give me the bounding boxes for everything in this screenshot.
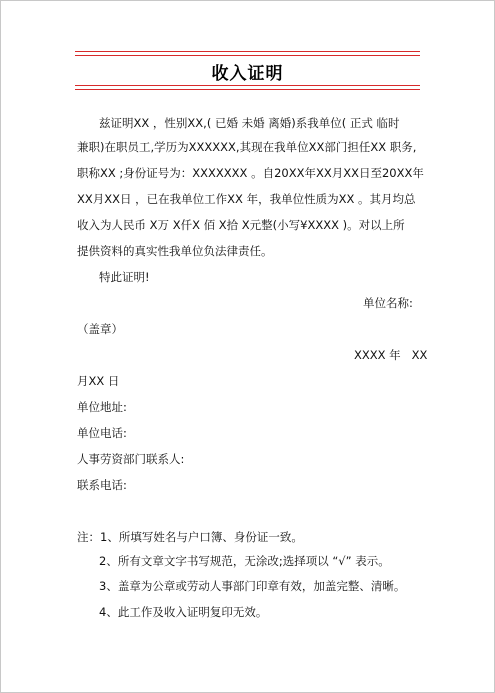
note-1: 注：1、所填写姓名与户口簿、身份证一致。	[77, 530, 303, 544]
note-4: 4、此工作及收入证明复印无效。	[99, 605, 268, 619]
top-rule-inner	[75, 55, 420, 56]
top-rule	[75, 51, 420, 52]
note-3: 3、盖章为公章或劳动人事部门印章有效，加盖完整、清晰。	[99, 579, 406, 593]
title-rule-inner	[75, 85, 420, 86]
seal-text: （盖章）	[77, 322, 123, 336]
unit-name-label: 单位名称:	[363, 296, 413, 310]
contact-phone-label: 联系电话:	[77, 478, 127, 492]
date-month-day: 月XX 日	[77, 374, 120, 388]
body-line-2: 兼职)在职员工,学历为XXXXXX,其现在我单位XX部门担任XX 职务,	[77, 140, 417, 154]
body-line-6: 提供资料的真实性我单位负法律责任。	[77, 244, 273, 258]
title-rule	[75, 89, 420, 90]
unit-phone-label: 单位电话:	[77, 426, 127, 440]
unit-address-label: 单位地址:	[77, 400, 127, 414]
body-line-1: 兹证明XX ，性别XX,( 已婚 未婚 离婚)系我单位( 正式 临时	[99, 116, 400, 130]
special-note: 特此证明!	[99, 270, 150, 284]
note-2: 2、所有文章文字书写规范，无涂改;选择项以 “√” 表示。	[99, 554, 390, 568]
body-line-3: 职称XX ;身份证号为：XXXXXXX 。自20XX年XX月XX日至20XX年	[77, 166, 424, 180]
date-year: XXXX 年 XX	[354, 348, 428, 362]
body-line-4: XX月XX日 ，已在我单位工作XX 年，我单位性质为XX 。其月均总	[77, 192, 416, 206]
body-line-5: 收入为人民币 X万 X仟X 佰 X拾 X元整(小写¥XXXX )。对以上所	[77, 218, 405, 232]
hr-contact-label: 人事劳资部门联系人:	[77, 452, 185, 466]
document-title: 收入证明	[211, 64, 284, 84]
